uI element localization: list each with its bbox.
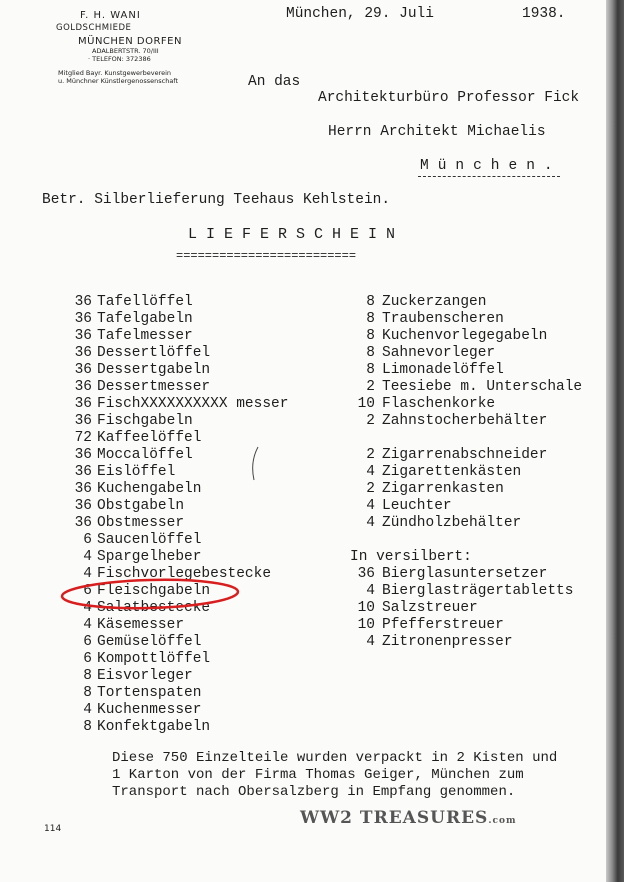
item-quantity: 10 xyxy=(357,396,375,412)
watermark-logo xyxy=(300,808,516,828)
letter-date: München, 29. Juli xyxy=(286,6,434,22)
item-quantity: 6 xyxy=(83,634,92,650)
item-name: Dessertgabeln xyxy=(97,362,211,378)
closing-note-line: 1 Karton von der Firma Thomas Geiger, München zum xyxy=(112,767,524,783)
item-quantity: 4 xyxy=(366,515,375,531)
item-name: Sahnevorleger xyxy=(382,345,496,361)
plated-heading: In versilbert: xyxy=(350,549,472,565)
item-quantity: 8 xyxy=(366,328,375,344)
item-name: Fischgabeln xyxy=(97,413,193,429)
item-name: Dessertmesser xyxy=(97,379,211,395)
item-name: Konfektgabeln xyxy=(97,719,211,735)
item-quantity: 2 xyxy=(366,413,375,429)
item-name: Käsemesser xyxy=(97,617,185,633)
document-title: LIEFERSCHEIN xyxy=(188,226,405,243)
item-quantity: 8 xyxy=(366,311,375,327)
letterhead-member-line: u. Münchner Künstlergenossenschaft xyxy=(58,77,179,85)
closing-note-line: Transport nach Obersalzberg in Empfang genommen. xyxy=(112,784,516,800)
item-quantity: 4 xyxy=(366,498,375,514)
item-name: Teesiebe m. Unterschale xyxy=(382,379,583,395)
item-quantity: 6 xyxy=(83,651,92,667)
letterhead-city: MÜNCHEN DORFEN xyxy=(78,36,182,47)
item-name: Kuchengabeln xyxy=(97,481,202,497)
item-name: FischXXXXXXXXXX messer xyxy=(97,396,289,412)
item-quantity: 72 xyxy=(74,430,92,446)
item-name: Pfefferstreuer xyxy=(382,617,504,633)
item-name: Zigarettenkästen xyxy=(382,464,522,480)
item-name: Saucenlöffel xyxy=(97,532,202,548)
subject-line: Betr. Silberlieferung Teehaus Kehlstein. xyxy=(42,192,391,208)
item-name: Dessertlöffel xyxy=(97,345,211,361)
item-name: Leuchter xyxy=(382,498,452,514)
scan-edge-shadow xyxy=(606,0,624,882)
letterhead-firm: F. H. WANI xyxy=(80,10,141,21)
item-name: Bierglasträgertabletts xyxy=(382,583,574,599)
title-underline: ========================= xyxy=(176,249,357,263)
item-name: Fischvorlegebestecke xyxy=(97,566,272,582)
item-name: Zahnstocherbehälter xyxy=(382,413,548,429)
recipient-city: München. xyxy=(420,158,562,174)
item-name: Traubenscheren xyxy=(382,311,504,327)
item-quantity: 10 xyxy=(357,600,375,616)
item-name: Flaschenkorke xyxy=(382,396,496,412)
item-name: Tafelmesser xyxy=(97,328,193,344)
letter-year: 1938. xyxy=(522,6,566,22)
item-name: Spargelheber xyxy=(97,549,202,565)
item-quantity: 36 xyxy=(74,311,92,327)
item-quantity: 10 xyxy=(357,617,375,633)
item-name: Eislöffel xyxy=(97,464,176,480)
item-name: Moccalöffel xyxy=(97,447,193,463)
page-number: 114 xyxy=(44,824,62,834)
letterhead-trade: GOLDSCHMIEDE xyxy=(56,23,132,33)
item-quantity: 8 xyxy=(366,345,375,361)
item-name: Salzstreuer xyxy=(382,600,478,616)
salutation: An das xyxy=(248,74,301,90)
item-name: Obstgabeln xyxy=(97,498,185,514)
item-quantity: 36 xyxy=(74,396,92,412)
item-name: Bierglasuntersetzer xyxy=(382,566,548,582)
item-quantity: 36 xyxy=(74,294,92,310)
letterhead-telefon: · TELEFON: 372386 xyxy=(88,55,151,63)
item-name: Zigarrenabschneider xyxy=(382,447,548,463)
closing-note xyxy=(112,750,557,801)
item-quantity: 36 xyxy=(357,566,375,582)
item-quantity: 36 xyxy=(74,413,92,429)
item-name: Tafelgabeln xyxy=(97,311,193,327)
item-name: Tortenspaten xyxy=(97,685,202,701)
item-quantity: 4 xyxy=(83,600,92,616)
item-quantity: 6 xyxy=(83,583,92,599)
item-name: Limonadelöffel xyxy=(382,362,504,378)
item-name: Kompottlöffel xyxy=(97,651,211,667)
item-name: Salatbestecke xyxy=(97,600,211,616)
item-quantity: 36 xyxy=(74,515,92,531)
item-quantity: 36 xyxy=(74,481,92,497)
item-quantity: 8 xyxy=(83,719,92,735)
item-quantity: 8 xyxy=(366,294,375,310)
item-quantity: 4 xyxy=(366,464,375,480)
watermark-tld: .com xyxy=(488,816,517,826)
watermark-text: WW2 TREASURES xyxy=(300,808,489,828)
item-quantity: 4 xyxy=(83,566,92,582)
item-quantity: 4 xyxy=(83,702,92,718)
item-quantity: 2 xyxy=(366,481,375,497)
item-quantity: 36 xyxy=(74,498,92,514)
item-name: Zitronenpresser xyxy=(382,634,513,650)
item-quantity: 8 xyxy=(366,362,375,378)
item-quantity: 8 xyxy=(83,685,92,701)
item-name: Kuchenvorlegegabeln xyxy=(382,328,548,344)
item-name: Kuchenmesser xyxy=(97,702,202,718)
recipient-person: Herrn Architekt Michaelis xyxy=(328,124,546,140)
item-name: Fleischgabeln xyxy=(97,583,211,599)
item-quantity: 8 xyxy=(83,668,92,684)
item-quantity: 4 xyxy=(83,549,92,565)
item-name: Eisvorleger xyxy=(97,668,193,684)
item-quantity: 2 xyxy=(366,447,375,463)
item-name: Gemüselöffel xyxy=(97,634,202,650)
letterhead-member-line: Mitglied Bayr. Kunstgewerbeverein xyxy=(58,69,172,77)
item-quantity: 4 xyxy=(366,583,375,599)
item-name: Zigarrenkasten xyxy=(382,481,504,497)
item-quantity: 36 xyxy=(74,447,92,463)
item-name: Tafellöffel xyxy=(97,294,193,310)
letterhead-address: ADALBERTSTR. 70/III xyxy=(92,47,159,55)
item-name: Kaffeelöffel xyxy=(97,430,202,446)
item-quantity: 4 xyxy=(83,617,92,633)
item-quantity: 2 xyxy=(366,379,375,395)
item-quantity: 36 xyxy=(74,362,92,378)
item-name: Zündholzbehälter xyxy=(382,515,522,531)
recipient-office: Architekturbüro Professor Fick xyxy=(318,90,580,106)
item-quantity: 36 xyxy=(74,345,92,361)
item-quantity: 6 xyxy=(83,532,92,548)
item-name: Obstmesser xyxy=(97,515,185,531)
item-quantity: 36 xyxy=(74,464,92,480)
item-quantity: 36 xyxy=(74,328,92,344)
closing-note-line: Diese 750 Einzelteile wurden verpackt in 2 Kisten und xyxy=(112,750,558,766)
item-quantity: 4 xyxy=(366,634,375,650)
item-quantity: 36 xyxy=(74,379,92,395)
item-name: Zuckerzangen xyxy=(382,294,487,310)
